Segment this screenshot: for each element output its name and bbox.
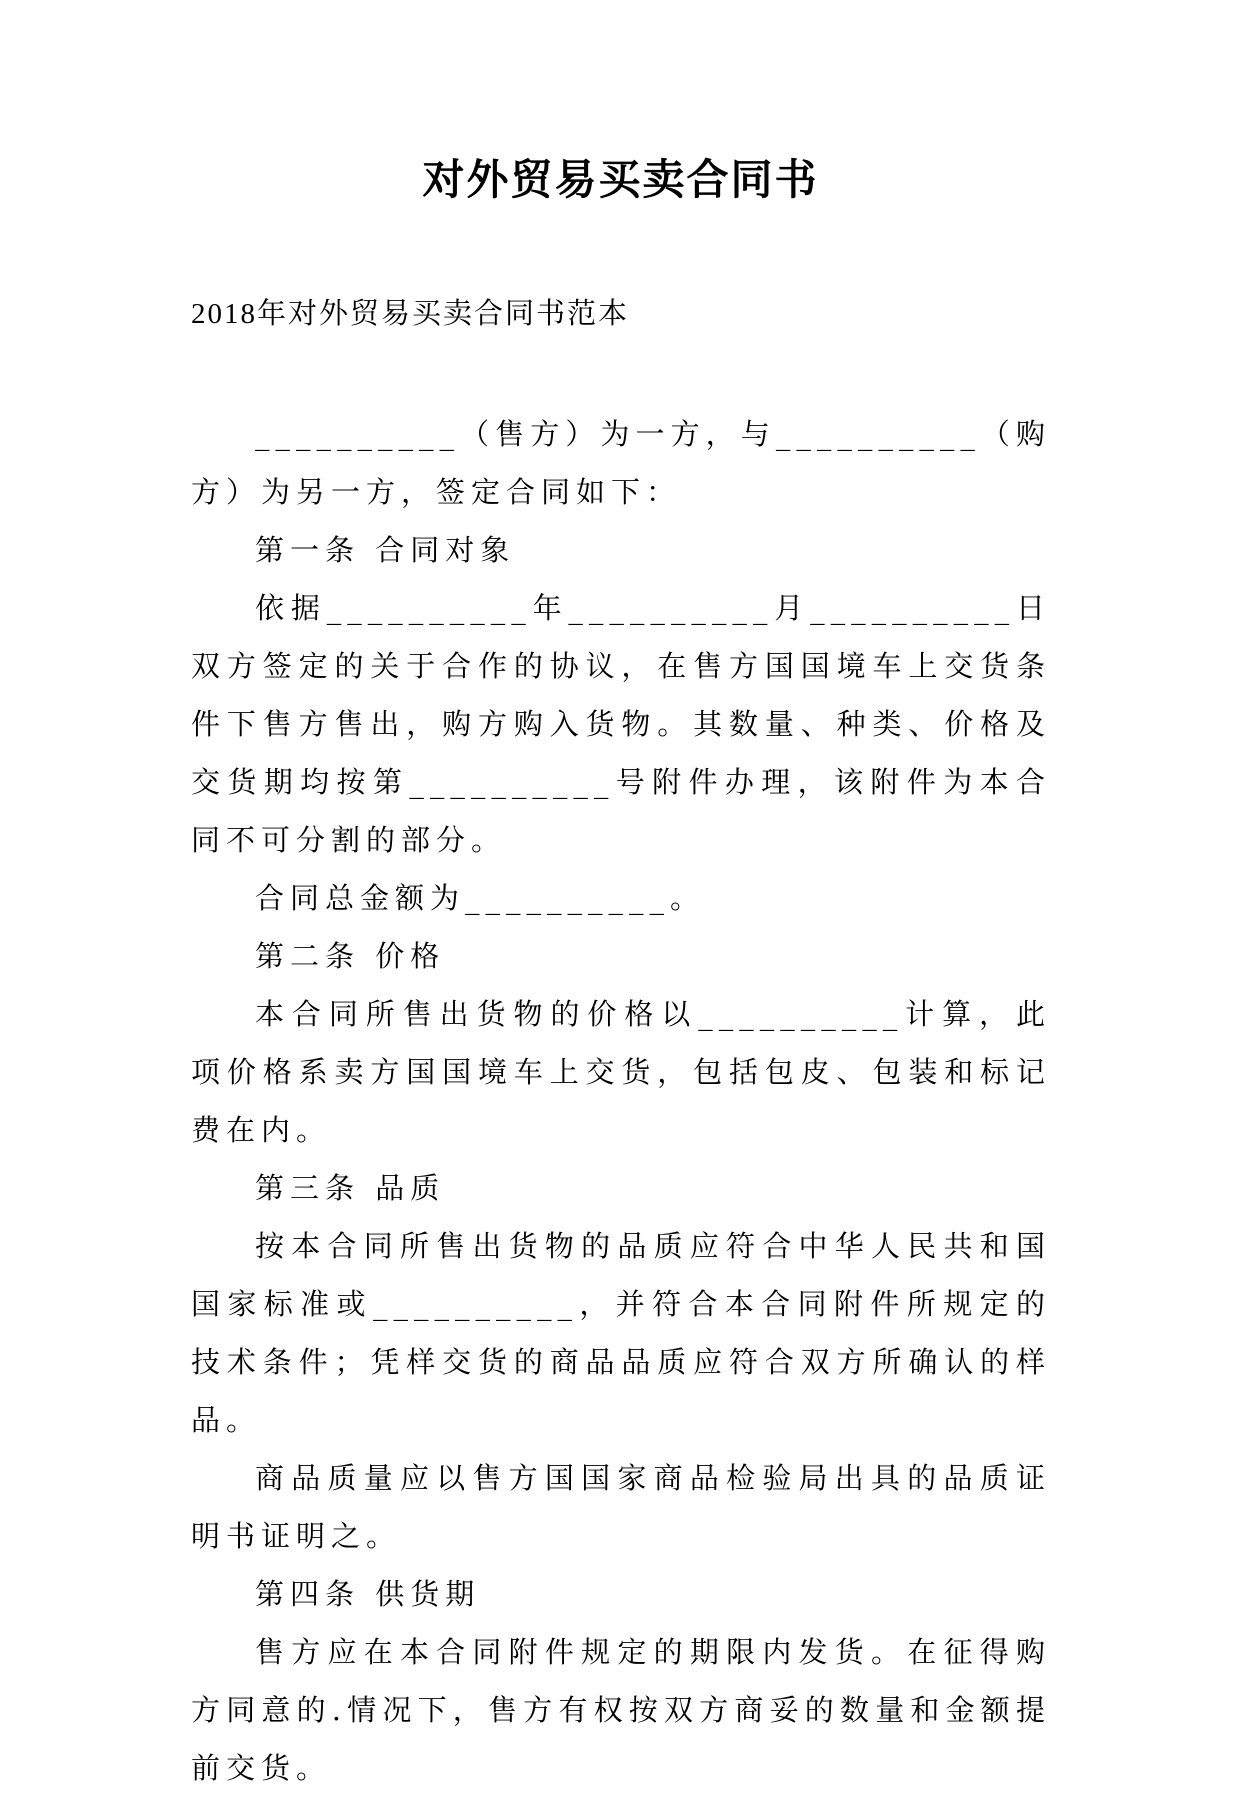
document-title: 对外贸易买卖合同书 [422,155,819,204]
contract-body [191,405,1051,1797]
intro-paragraph: __________（售方）为一方，与__________（购方）为另一方，签定合同如下： [191,417,1051,509]
article-4-heading: 第四条 供货期 [255,1577,481,1611]
article-2-paragraph: 本合同所售出货物的价格以__________计算，此项价格系卖方国国境车上交货，包括包皮、包装和标记费在内。 [191,997,1051,1147]
article-1-paragraph: 依据__________年__________月__________日双方签定的关于合作的协议，在售方国国境车上交货条件下售方售出，购方购入货物。其数量、种类、价格及交货期均按第__________号附件办理，该附件为本合同不可分割的部分。 [191,591,1051,857]
article-2-heading: 第二条 价格 [255,939,446,973]
article-3-paragraph: 按本合同所售出货物的品质应符合中华人民共和国国家标准或__________，并符合本合同附件所规定的技术条件；凭样交货的商品品质应符合双方所确认的样品。 [191,1229,1051,1437]
document-subtitle: 2018年对外贸易买卖合同书范本 [191,298,630,330]
article-1-heading: 第一条 合同对象 [255,533,516,567]
quality-certificate-paragraph: 商品质量应以售方国国家商品检验局出具的品质证明书证明之。 [191,1461,1051,1553]
total-amount-paragraph: 合同总金额为__________。 [255,881,706,915]
article-4-paragraph: 售方应在本合同附件规定的期限内发货。在征得购方同意的.情况下，售方有权按双方商妥的数量和金额提前交货。 [191,1635,1051,1785]
article-3-heading: 第三条 品质 [255,1171,446,1205]
